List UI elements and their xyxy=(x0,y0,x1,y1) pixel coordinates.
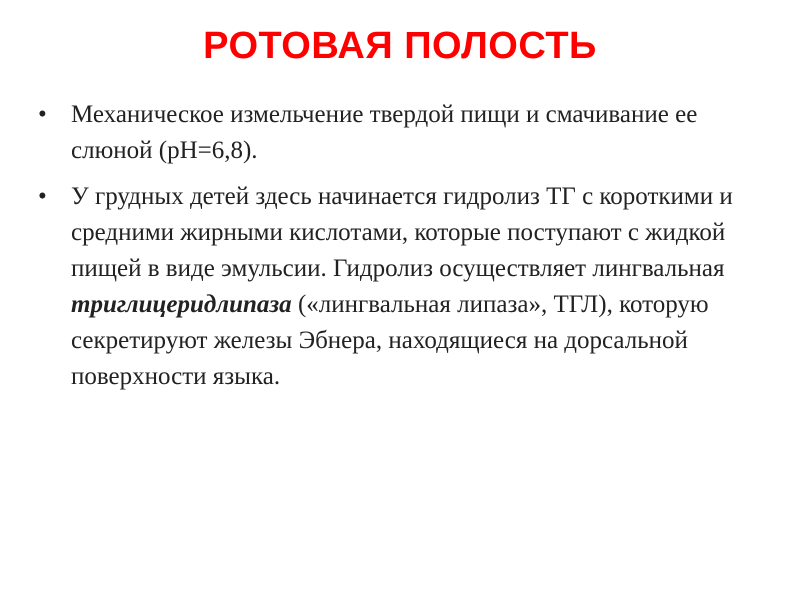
bullet-list xyxy=(38,97,758,405)
bullet-text: Механическое измельчение твердой пищи и смачивание ее слюной (pH=6,8). xyxy=(71,101,698,164)
bullet-marker: • xyxy=(38,101,47,128)
slide-title: РОТОВАЯ ПОЛОСТЬ xyxy=(203,25,597,67)
bullet-text-part: У грудных детей здесь начинается гидролиз ТГ с короткими и средними жирными кислотами, которые поступают с жидкой пищей в виде эмульсии. Гидролиз осуществляет лингвальная xyxy=(71,183,733,282)
bullet-text-part: («лингвальная липаза», ТГЛ), которую секретируют железы Эбнера, находящиеся на дорсальной поверхности языка. xyxy=(71,291,709,390)
bullet-marker: • xyxy=(38,183,47,210)
bullet-item-hydrolysis xyxy=(38,179,758,395)
enzyme-term: триглицеридлипаза xyxy=(71,291,292,318)
bullet-item-mechanical xyxy=(38,97,758,169)
bullet-text xyxy=(71,183,733,390)
